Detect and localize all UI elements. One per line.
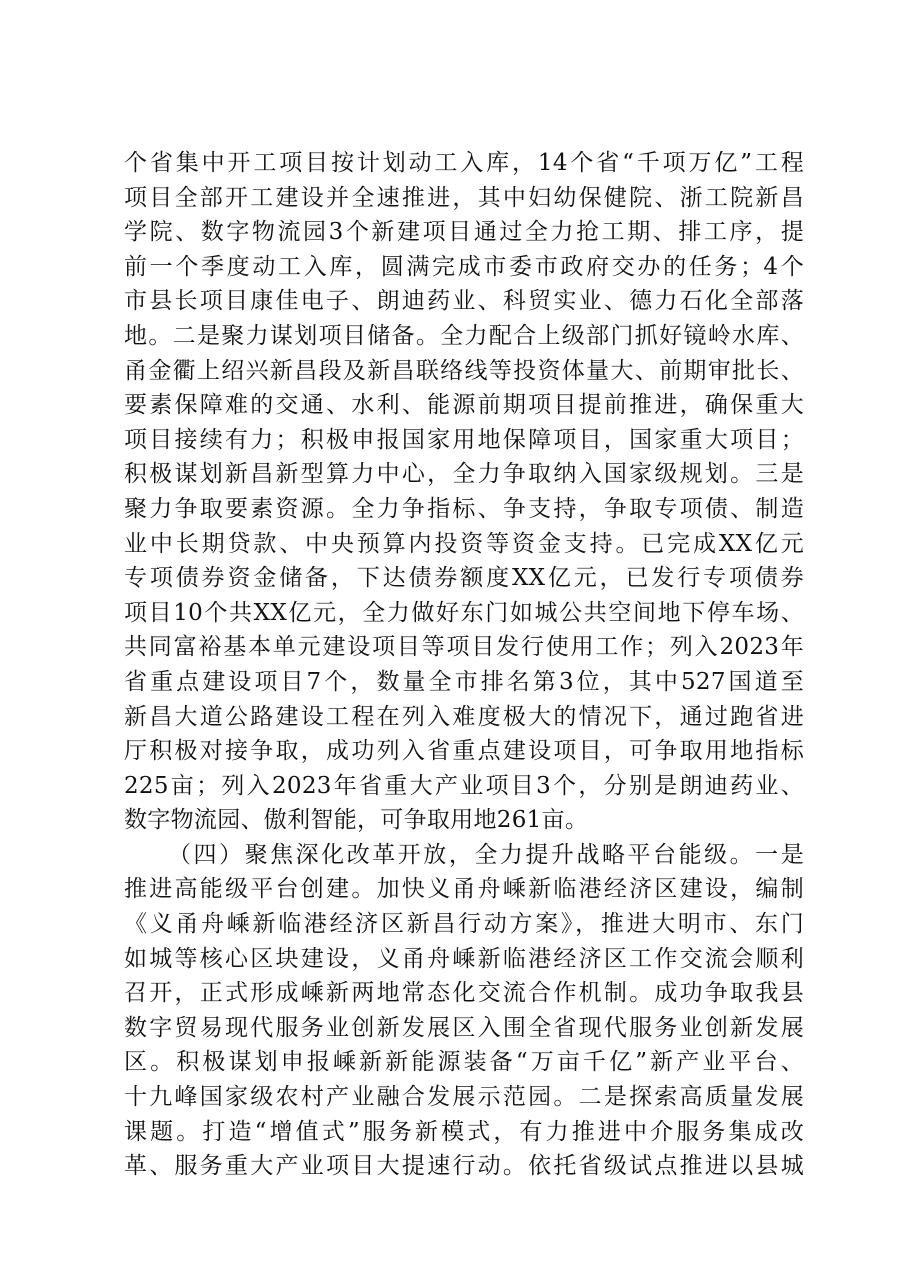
text-line: 十九峰国家级农村产业融合发展示范园。二是探索高质量发展 [124, 1084, 804, 1111]
text-line: 项目10个共XX亿元，全力做好东门如城公共空间地下停车场、 [124, 599, 804, 626]
text-line: 前一个季度动工入库，圆满完成市委市政府交办的任务；4个 [124, 253, 804, 280]
text-line: 积极谋划新昌新型算力中心，全力争取纳入国家级规划。三是 [124, 461, 804, 488]
text-line: 甬金衢上绍兴新昌段及新昌联络线等投资体量大、前期审批长、 [124, 357, 804, 384]
text-line: 个省集中开工项目按计划动工入库，14个省“千项万亿”工程 [124, 150, 804, 176]
text-line: 召开，正式形成嵊新两地常态化交流合作机制。成功争取我县 [124, 980, 804, 1007]
text-line: 聚力争取要素资源。全力争指标、争支持，争取专项债、制造 [124, 495, 804, 522]
text-line: 省重点建设项目7个，数量全市排名第3位，其中527国道至 [124, 668, 804, 695]
paragraph-reform [124, 838, 804, 1184]
text-line: 数字物流园、傲利智能，可争取用地261亩。 [124, 807, 589, 834]
text-line: 地。二是聚力谋划项目储备。全力配合上级部门抓好镜岭水库、 [124, 322, 804, 349]
text-line: 市县长项目康佳电子、朗迪药业、科贸实业、德力石化全部落 [124, 288, 804, 315]
text-line: 学院、数字物流园3个新建项目通过全力抢工期、排工序，提 [124, 219, 804, 246]
text-line: 课题。打造“增值式”服务新模式，有力推进中介服务集成改 [124, 1118, 804, 1145]
text-line: 《义甬舟嵊新临港经济区新昌行动方案》，推进大明市、东门 [124, 911, 804, 938]
text-line: 225亩；列入2023年省重大产业项目3个，分别是朗迪药业、 [124, 772, 804, 799]
text-line: 共同富裕基本单元建设项目等项目发行使用工作；列入2023年 [124, 634, 804, 661]
text-line: 推进高能级平台创建。加快义甬舟嵊新临港经济区建设，编制 [124, 876, 804, 903]
text-line: 业中长期贷款、中央预算内投资等资金支持。已完成XX亿元 [124, 530, 804, 557]
text-line: 如城等核心区块建设，义甬舟嵊新临港经济区工作交流会顺利 [124, 945, 804, 972]
document-body [124, 146, 804, 1184]
text-line: 项目接续有力；积极申报国家用地保障项目，国家重大项目； [124, 426, 804, 453]
text-line: 区。积极谋划申报嵊新新能源装备“万亩千亿”新产业平台、 [124, 1049, 804, 1076]
text-line: 厅积极对接争取，成功列入省重点建设项目，可争取用地指标 [124, 738, 804, 765]
text-line: 新昌大道公路建设工程在列入难度极大的情况下，通过跑省进 [124, 703, 804, 730]
section-heading-line: （四）聚焦深化改革开放，全力提升战略平台能级。一是 [168, 841, 804, 868]
text-line: 数字贸易现代服务业创新发展区入围全省现代服务业创新发展 [124, 1014, 804, 1041]
text-line: 革、服务重大产业项目大提速行动。依托省级试点推进以县城 [124, 1153, 804, 1180]
paragraph-projects [124, 146, 804, 838]
text-line: 要素保障难的交通、水利、能源前期项目提前推进，确保重大 [124, 392, 804, 419]
text-line: 项目全部开工建设并全速推进，其中妇幼保健院、浙工院新昌 [124, 184, 804, 211]
text-line: 专项债券资金储备，下达债券额度XX亿元，已发行专项债券 [124, 565, 804, 592]
